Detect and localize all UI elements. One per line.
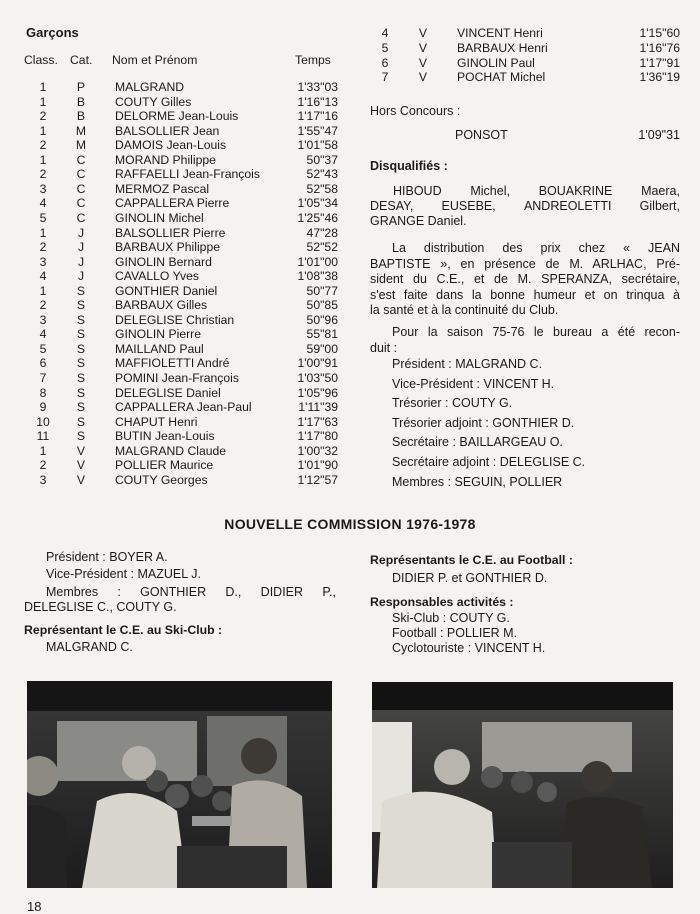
results-header: [0, 53, 350, 68]
result-categorie: M: [75, 138, 87, 153]
result-classement: 3: [39, 254, 47, 269]
result-row: [28, 80, 338, 95]
result-row: [28, 182, 338, 197]
result-categorie: V: [76, 458, 86, 473]
result-row: [28, 226, 338, 241]
photo-prize-distribution-right: [372, 682, 673, 888]
result-name: BARBAUX Philippe: [115, 240, 220, 255]
result-row: [28, 240, 338, 255]
disqualifies-line-1: HIBOUD Michel, BOUAKRINE Maera,: [393, 184, 680, 198]
bureau-line: Trésorier adjoint : GONTHIER D.: [392, 415, 575, 430]
result-row: [28, 473, 338, 488]
result-name: VINCENT Henri: [457, 26, 543, 40]
result-time: 1'25"46: [297, 210, 338, 225]
result-name: CHAPUT Henri: [115, 414, 198, 429]
photo-prize-distribution-left: [27, 681, 332, 888]
result-classement: 11: [36, 429, 50, 444]
result-categorie: V: [418, 70, 428, 85]
distribution-line: BAPTISTE », en présence de M. ARLHAC, Pré-: [370, 256, 680, 271]
result-classement: 1: [39, 80, 47, 94]
result-classement: 8: [39, 385, 47, 400]
result-name: COUTY Gilles: [115, 94, 192, 109]
distribution-line: sident du C.E., et de M. SPERANZA, secrétaire,: [370, 272, 680, 287]
result-row: [370, 56, 680, 71]
result-name: BUTIN Jean-Louis: [115, 429, 215, 444]
result-time: 1'08"38: [297, 269, 338, 284]
bureau-line: Secrétaire adjoint : DELEGLISE C.: [392, 455, 586, 469]
result-categorie: B: [76, 109, 86, 124]
result-categorie: S: [76, 356, 86, 371]
result-classement: 1: [39, 283, 47, 298]
commission-vice-president: Vice-Président : MAZUEL J.: [46, 567, 201, 581]
result-row: [28, 153, 338, 168]
result-categorie: S: [76, 327, 86, 342]
result-categorie: S: [76, 312, 86, 327]
hors-concours-name: PONSOT: [455, 128, 508, 142]
result-time: 1'03"50: [297, 371, 338, 385]
result-name: MALGRAND Claude: [115, 443, 227, 458]
header-categorie: Cat.: [70, 53, 93, 67]
result-row: [28, 371, 338, 386]
bureau-line: Vice-Président : VINCENT H.: [392, 376, 555, 391]
result-time: 1'16"76: [639, 40, 680, 55]
result-name: GINOLIN Pierre: [115, 327, 202, 342]
result-categorie: S: [76, 371, 86, 385]
result-categorie: S: [76, 341, 86, 356]
responsables-football: Football : POLLIER M.: [392, 626, 518, 640]
result-row: [28, 356, 338, 371]
result-classement: 1: [39, 123, 47, 138]
result-categorie: J: [77, 254, 85, 269]
result-name: CAVALLO Yves: [115, 269, 200, 284]
responsables-title: Responsables activités :: [370, 595, 514, 609]
result-row: [370, 70, 680, 85]
result-time: 50"77: [306, 283, 338, 298]
distribution-line: la santé et à la continuité du Club.: [370, 303, 559, 318]
result-categorie: J: [77, 240, 85, 255]
result-categorie: M: [75, 123, 87, 138]
result-time: 50"96: [306, 312, 338, 327]
result-categorie: C: [76, 210, 86, 225]
result-classement: 10: [36, 414, 50, 429]
commission-membres-line-2: DELEGLISE C., COUTY G.: [24, 600, 177, 614]
result-row: [28, 313, 338, 328]
result-classement: 4: [381, 26, 389, 40]
result-name: BALSOLLIER Pierre: [115, 225, 226, 240]
result-categorie: P: [76, 80, 86, 94]
result-time: 1'05"34: [297, 196, 338, 211]
result-time: 50"85: [306, 298, 338, 313]
result-time: 47"28: [306, 225, 338, 240]
result-classement: 3: [39, 312, 47, 327]
result-categorie: C: [76, 181, 86, 196]
result-name: POMINI Jean-François: [115, 371, 239, 385]
result-time: 1'01"90: [297, 458, 338, 473]
result-name: POLLIER Maurice: [115, 458, 214, 473]
bureau-line: Président : MALGRAND C.: [392, 357, 543, 371]
result-categorie: J: [77, 269, 85, 284]
result-name: DAMOIS Jean-Louis: [115, 138, 227, 153]
football-title: Représentants le C.E. au Football :: [370, 553, 573, 567]
result-classement: 7: [39, 371, 47, 385]
result-name: BALSOLLIER Jean: [115, 123, 220, 138]
result-row: [28, 458, 338, 473]
result-row: [28, 167, 338, 182]
result-classement: 2: [39, 240, 47, 255]
result-classement: 1: [39, 443, 47, 458]
result-row: [28, 269, 338, 284]
responsables-cyclo: Cyclotouriste : VINCENT H.: [392, 641, 546, 655]
result-time: 1'01"58: [297, 138, 338, 153]
commission-membres-line-1: Membres : GONTHIER D., DIDIER P.,: [46, 585, 336, 599]
header-nom: Nom et Prénom: [112, 53, 198, 67]
result-classement: 4: [39, 327, 47, 342]
distribution-line: La distribution des prix chez « JEAN: [392, 241, 680, 255]
ski-club-title: Représentant le C.E. au Ski-Club :: [24, 623, 223, 637]
result-classement: 2: [39, 138, 47, 153]
distribution-line: s'est faite dans la bonne humeur et on trinqua à: [370, 287, 680, 302]
result-row: [28, 386, 338, 401]
result-name: MERMOZ Pascal: [115, 181, 210, 196]
result-time: 1'17"16: [297, 109, 338, 124]
result-name: COUTY Georges: [115, 472, 208, 487]
result-row: [28, 342, 338, 357]
result-time: 52"58: [306, 181, 338, 196]
result-categorie: V: [76, 472, 86, 487]
result-name: GINOLIN Paul: [457, 55, 535, 70]
disqualifies-line-2: DESAY, EUSEBE, ANDREOLETTI Gilbert,: [370, 199, 680, 213]
result-row: [370, 41, 680, 56]
result-categorie: J: [77, 225, 85, 240]
result-classement: 5: [39, 341, 47, 356]
bureau-line: Trésorier : COUTY G.: [392, 396, 513, 411]
result-categorie: C: [76, 196, 86, 211]
disqualifies-line-3: GRANGE Daniel.: [370, 214, 467, 228]
hors-concours-time: 1'09"31: [638, 128, 680, 142]
result-name: MALGRAND: [115, 80, 185, 94]
result-row: [28, 429, 338, 444]
result-name: DELEGLISE Christian: [115, 312, 235, 327]
result-classement: 2: [39, 167, 47, 182]
ski-club-name: MALGRAND C.: [46, 640, 133, 654]
result-name: MAFFIOLETTI André: [115, 356, 230, 371]
result-name: POCHAT Michel: [457, 70, 546, 85]
saison-line: Pour la saison 75-76 le bureau a été recon-: [392, 325, 680, 339]
result-categorie: S: [76, 385, 86, 400]
result-name: RAFFAELLI Jean-François: [115, 167, 260, 182]
bureau-line: Membres : SEGUIN, POLLIER: [392, 474, 563, 489]
result-time: 55"81: [306, 327, 338, 342]
result-classement: 2: [39, 109, 47, 124]
result-categorie: B: [76, 94, 86, 109]
result-time: 52"52: [306, 240, 338, 255]
result-row: [370, 26, 680, 41]
responsables-ski: Ski-Club : COUTY G.: [392, 611, 510, 625]
result-time: 1'15"60: [639, 26, 680, 40]
garcons-title: Garçons: [26, 25, 79, 40]
result-time: 50"37: [306, 152, 338, 167]
result-time: 1'33"03: [297, 80, 338, 94]
result-name: DELORME Jean-Louis: [115, 109, 239, 124]
result-row: [28, 124, 338, 139]
result-classement: 1: [39, 152, 47, 167]
result-name: CAPPALLERA Pierre: [115, 196, 230, 211]
result-row: [28, 255, 338, 270]
result-name: BARBAUX Gilles: [115, 298, 208, 313]
result-classement: 1: [39, 94, 47, 109]
page-number: 18: [27, 899, 42, 914]
result-row: [28, 444, 338, 459]
result-name: GINOLIN Michel: [115, 210, 204, 225]
result-classement: 4: [39, 269, 47, 284]
result-categorie: S: [76, 283, 86, 298]
result-time: 1'00"32: [297, 443, 338, 458]
result-row: [28, 95, 338, 110]
result-classement: 4: [39, 196, 47, 211]
result-categorie: C: [76, 167, 86, 182]
result-classement: 5: [381, 40, 389, 55]
result-name: CAPPALLERA Jean-Paul: [115, 400, 252, 415]
result-categorie: S: [76, 298, 86, 313]
result-time: 1'05"96: [297, 385, 338, 400]
result-classement: 2: [39, 458, 47, 473]
result-name: DELEGLISE Daniel: [115, 385, 221, 400]
result-time: 1'00"91: [297, 356, 338, 371]
result-categorie: S: [76, 400, 86, 415]
result-categorie: V: [418, 26, 428, 40]
result-classement: 3: [39, 472, 47, 487]
header-classement: Class.: [24, 53, 58, 67]
result-time: 52"43: [306, 167, 338, 182]
result-classement: 6: [39, 356, 47, 371]
disqualifies-title: Disqualifiés :: [370, 159, 448, 173]
header-temps: Temps: [295, 53, 331, 67]
result-row: [28, 109, 338, 124]
result-name: BARBAUX Henri: [457, 40, 548, 55]
result-classement: 6: [381, 55, 389, 70]
result-classement: 9: [39, 400, 47, 415]
commission-president: Président : BOYER A.: [46, 550, 168, 564]
result-categorie: S: [76, 429, 86, 444]
result-categorie: C: [76, 152, 86, 167]
result-classement: 5: [39, 210, 47, 225]
commission-title: NOUVELLE COMMISSION 1976-1978: [224, 516, 476, 532]
result-row: [28, 400, 338, 415]
bureau-line: Secrétaire : BAILLARGEAU O.: [392, 435, 563, 450]
result-row: [28, 196, 338, 211]
result-time: 1'11"39: [298, 400, 338, 415]
result-classement: 1: [39, 225, 47, 240]
result-row: [28, 138, 338, 153]
result-name: MORAND Philippe: [115, 152, 216, 167]
result-row: [28, 298, 338, 313]
result-row: [28, 327, 338, 342]
result-row: [28, 211, 338, 226]
football-names: DIDIER P. et GONTHIER D.: [392, 571, 548, 585]
result-name: MAILLAND Paul: [115, 341, 204, 356]
saison-line: duit :: [370, 341, 398, 355]
result-time: 1'01"00: [297, 254, 338, 269]
result-classement: 7: [381, 70, 389, 85]
result-time: 1'17"91: [639, 55, 680, 70]
result-time: 1'12"57: [297, 472, 338, 487]
hors-concours-label: Hors Concours :: [370, 104, 461, 118]
result-time: 1'16"13: [297, 94, 338, 109]
result-name: GONTHIER Daniel: [115, 283, 218, 298]
result-row: [28, 415, 338, 430]
result-row: [28, 284, 338, 299]
result-time: 1'36"19: [639, 70, 680, 85]
result-time: 1'17"80: [297, 429, 338, 444]
result-name: GINOLIN Bernard: [115, 254, 212, 269]
result-categorie: S: [76, 414, 86, 429]
result-classement: 2: [39, 298, 47, 313]
result-time: 1'55"47: [297, 123, 338, 138]
result-categorie: V: [76, 443, 86, 458]
result-classement: 3: [39, 181, 47, 196]
result-time: 59"00: [306, 341, 338, 356]
result-categorie: V: [418, 40, 428, 55]
result-categorie: V: [418, 55, 428, 70]
result-time: 1'17"63: [297, 414, 338, 429]
